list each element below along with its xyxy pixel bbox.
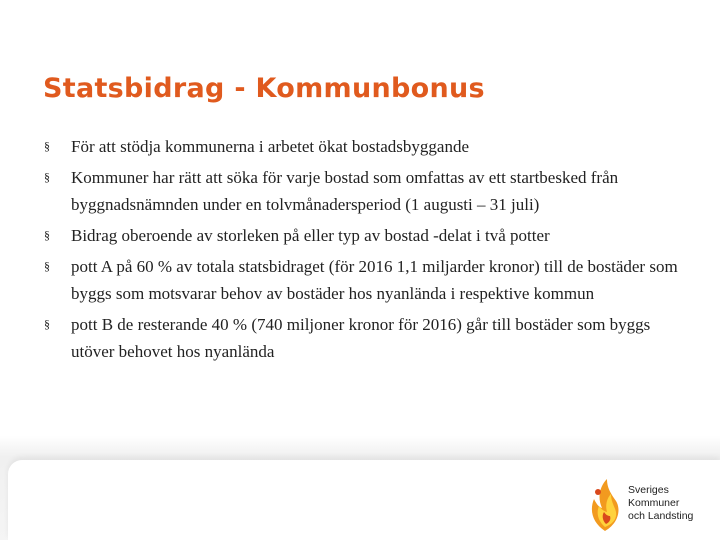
bullet-text: Bidrag oberoende av storleken på eller typ av bostad -delat i två potter [71,226,550,245]
bullet-marker-icon: § [44,170,50,184]
bullet-marker-icon: § [44,317,50,331]
bullet-text: Kommuner har rätt att söka för varje bostad som omfattas av ett startbesked från byggnadsnämnden under en tolvmånadersperiod (1 augusti – 31 juli) [71,168,619,214]
bullet-text: För att stödja kommunerna i arbetet ökat bostadsbyggande [71,137,469,156]
bullet-marker-icon: § [44,228,50,242]
bullet-text: pott A på 60 % av totala statsbidraget (för 2016 1,1 miljarder kronor) till de bostäder som byggs som motsvarar behov av bostäder hos nyanlända i respektive kommun [71,257,678,303]
logo-line-3: och Landsting [628,510,694,522]
organization-logo [585,477,715,532]
bullet-item [44,253,684,307]
logo-line-1: Sveriges [628,484,669,496]
slide-title: Statsbidrag - Kommunbonus [43,73,485,104]
bullet-list [44,133,684,369]
bullet-item [44,164,684,218]
logo-wordmark [628,484,693,523]
bullet-marker-icon: § [44,259,50,273]
bullet-item [44,222,684,249]
bullet-marker-icon: § [44,139,50,153]
bullet-text: pott B de resterande 40 % (740 miljoner kronor för 2016) går till bostäder som byggs utöver behovet hos nyanlända [71,315,651,361]
bullet-item [44,133,684,160]
skl-flame-logo-icon [585,477,625,532]
logo-line-2: Kommuner [628,497,680,509]
bullet-item [44,311,684,365]
